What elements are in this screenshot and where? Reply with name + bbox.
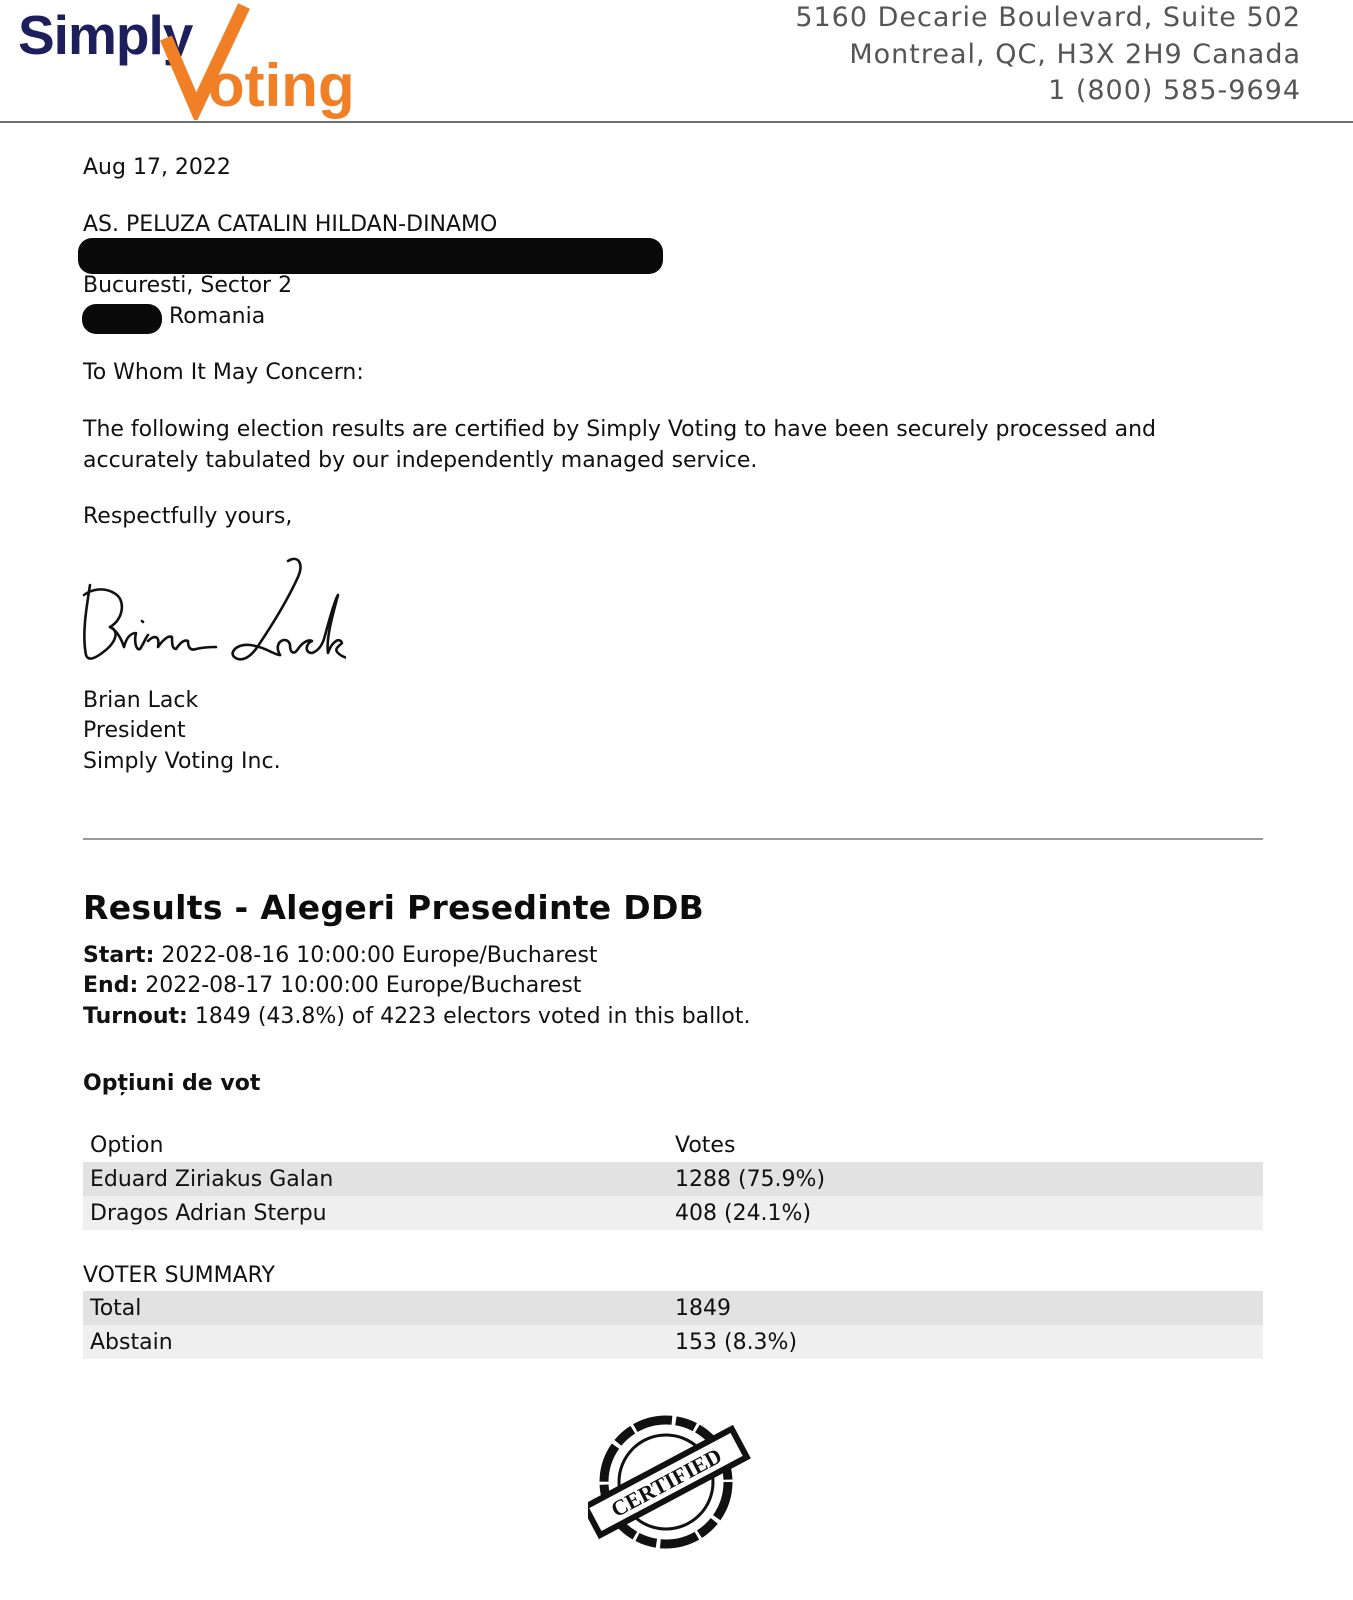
recipient-country: Romania [169,304,266,329]
turnout-line [83,1002,750,1033]
question-heading: Opțiuni de vot [83,1071,261,1096]
start-value: 2022-08-16 10:00:00 Europe/Bucharest [161,943,598,968]
closing: Respectfully yours, [83,504,293,529]
table-row [83,1291,1263,1325]
signer-name: Brian Lack [83,688,199,713]
letter-date: Aug 17, 2022 [83,155,231,180]
handwritten-signature [76,555,346,670]
header-divider [0,121,1353,123]
voter-summary-table [83,1291,1263,1359]
section-divider [83,838,1263,840]
summary-label: Total [83,1291,668,1325]
option-name: Dragos Adrian Sterpu [83,1196,668,1230]
end-value: 2022-08-17 10:00:00 Europe/Bucharest [145,973,582,998]
start-label: Start: [83,943,155,968]
option-name: Eduard Ziriakus Galan [83,1162,668,1196]
table-row [83,1162,1263,1196]
summary-label: Abstain [83,1325,668,1359]
option-votes: 408 (24.1%) [668,1196,1263,1230]
simply-voting-logo [18,2,368,120]
table-row [83,1325,1263,1359]
salutation: To Whom It May Concern: [83,360,364,385]
certification-statement: The following election results are certified by Simply Voting to have been securely processed and accurately tabulated by our independently managed service. [83,417,1156,473]
column-header-option: Option [90,1132,164,1158]
logo-word-simply: Simply [18,4,193,66]
company-address [795,0,1301,110]
redacted-street-address [78,238,663,274]
certified-stamp [588,1410,758,1550]
table-row [83,1196,1263,1230]
results-table-header [83,1128,1263,1162]
voter-summary-heading: VOTER SUMMARY [83,1263,275,1288]
signer-title: President [83,718,186,743]
turnout-label: Turnout: [83,1004,188,1029]
results-table [83,1128,1263,1230]
end-line [83,971,581,1002]
address-line-2: Montreal, QC, H3X 2H9 Canada [849,38,1301,70]
results-title: Results - Alegeri Presedinte DDB [83,888,705,927]
column-header-votes: Votes [675,1132,736,1158]
recipient-city: Bucuresti, Sector 2 [83,273,293,298]
stamp-text: CERTIFIED [606,1442,726,1522]
end-label: End: [83,973,139,998]
redacted-postal-code [82,304,162,334]
logo-word-voting: oting [208,52,355,119]
signer-company: Simply Voting Inc. [83,749,281,774]
summary-value: 1849 [668,1291,1263,1325]
address-line-1: 5160 Decarie Boulevard, Suite 502 [795,2,1301,33]
option-votes: 1288 (75.9%) [668,1162,1263,1196]
summary-value: 153 (8.3%) [668,1325,1263,1359]
address-phone: 1 (800) 585-9694 [1048,75,1301,106]
start-line [83,941,598,972]
recipient-name: AS. PELUZA CATALIN HILDAN-DINAMO [83,212,498,237]
turnout-value: 1849 (43.8%) of 4223 electors voted in this ballot. [194,1004,751,1029]
